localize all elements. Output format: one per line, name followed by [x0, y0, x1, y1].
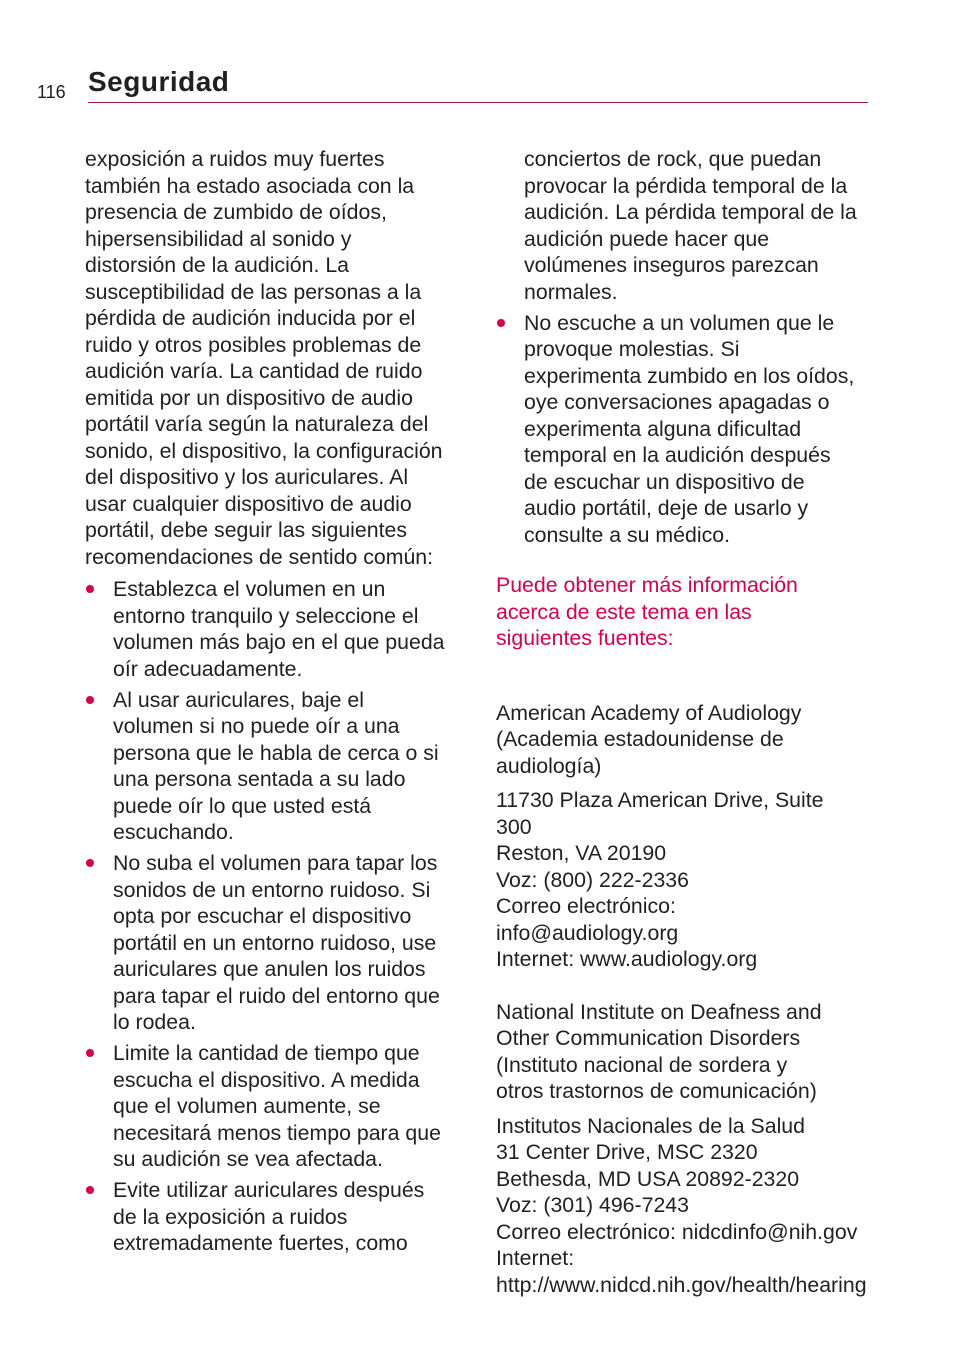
list-item: Al usar auriculares, baje el volumen si no puede oír a una persona que le habla de cerca o si una persona sentada a su lado puede oír lo que usted está escuchando.: [85, 687, 465, 846]
more-info-intro: Puede obtener más información acerca de este tema en las siguientes fuentes:: [496, 573, 798, 650]
right-column: [496, 146, 876, 1298]
list-item: No escuche a un volumen que le provoque molestias. Si experimenta zumbido en los oídos, oye conversaciones apagadas o experimenta alguna dificultad temporal en la audición después de escuchar un dispositivo de audio portátil, deje de usarlo y consulte a su médico.: [496, 310, 876, 549]
recommendation-list: [85, 576, 465, 1257]
bullet-dot-icon: [86, 696, 94, 704]
org-contact-nidcd: Institutos Nacionales de la Salud 31 Center Drive, MSC 2320 Bethesda, MD USA 20892-2320 Voz: (301) 496-7243 Correo electrónico: nidcdinfo@nih.gov Internet: http://www.nidcd.nih.gov/health/hearing: [496, 1113, 867, 1297]
bullet-dot-icon: [86, 1186, 94, 1194]
bullet-dot-icon: [86, 1049, 94, 1057]
intro-paragraph: exposición a ruidos muy fuertes también ha estado asociada con la presencia de zumbido de oídos, hipersensibilidad al sonido y distorsión de la audición. La susceptibilidad de las personas a la pérdida de audición inducida por el ruido y otros posibles problemas de audición varía. La cantidad de ruido emitida por un dispositivo de audio portátil varía según la naturaleza del sonido, el dispositivo, la configuración del dispositivo y los auriculares. Al usar cualquier dispositivo de audio portátil, debe seguir las siguientes recomendaciones de sentido común:: [85, 147, 443, 569]
page-number: 116: [37, 82, 66, 102]
bullet-continuation: conciertos de rock, que puedan provocar la pérdida temporal de la audición. La pérdida temporal de la audición puede hacer que volúmenes inseguros parezcan normales.: [524, 147, 857, 304]
bullet-dot-icon: [497, 319, 505, 327]
bullet-dot-icon: [86, 859, 94, 867]
bullet-dot-icon: [86, 585, 94, 593]
list-item: No suba el volumen para tapar los sonidos de un entorno ruidoso. Si opta por escuchar el dispositivo portátil en un entorno ruidoso, use auriculares que anulen los ruidos para tapar el ruido del entorno que lo rodea.: [85, 850, 465, 1036]
page-header: [0, 0, 954, 110]
header-rule: [88, 102, 868, 103]
left-column: [85, 146, 465, 1257]
org-contact-aaa: 11730 Plaza American Drive, Suite 300 Reston, VA 20190 Voz: (800) 222-2336 Correo electrónico: info@audiology.org Internet: www.audiology.org: [496, 788, 824, 971]
list-item: Establezca el volumen en un entorno tranquilo y seleccione el volumen más bajo en el que pueda oír adecuadamente.: [85, 576, 465, 682]
list-item: Evite utilizar auriculares después de la exposición a ruidos extremadamente fuertes, como: [85, 1177, 465, 1257]
list-item: Limite la cantidad de tiempo que escucha el dispositivo. A medida que el volumen aumente, se necesitará menos tiempo para que su audición se vea afectada.: [85, 1040, 465, 1173]
org-title-nidcd: National Institute on Deafness and Other Communication Disorders (Instituto nacional de sordera y otros trastornos de comunicación): [496, 999, 822, 1103]
section-title: Seguridad: [88, 66, 230, 97]
recommendation-list-continued: [496, 310, 876, 549]
org-title-aaa: American Academy of Audiology (Academia estadounidense de audiología): [496, 700, 802, 778]
